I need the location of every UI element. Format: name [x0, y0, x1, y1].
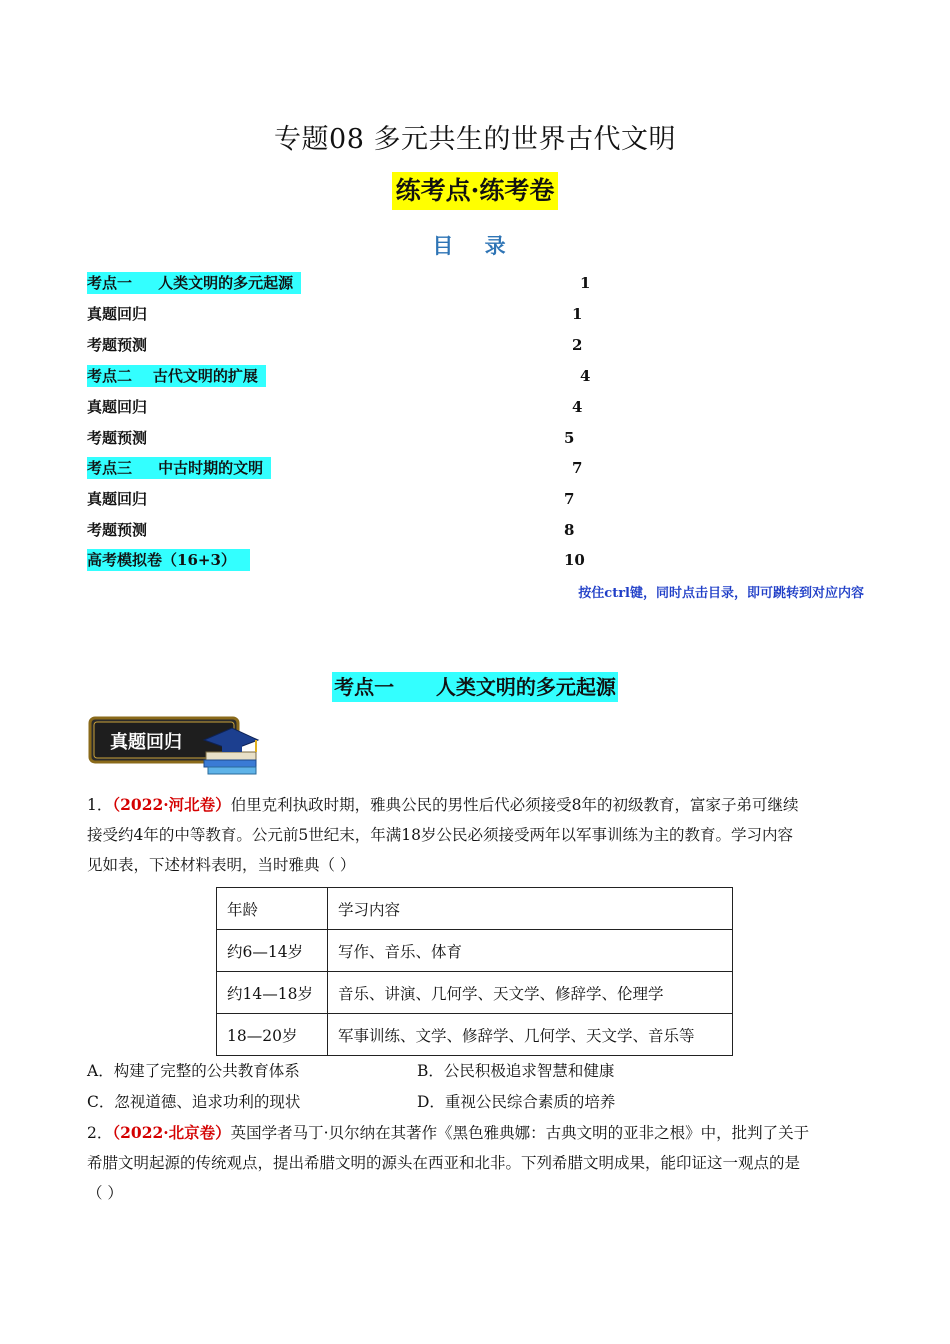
option-b[interactable]: B．公民积极追求智慧和健康	[417, 1062, 615, 1080]
question-number: 1．	[87, 796, 113, 814]
toc-item-page: 7	[564, 490, 575, 508]
toc-item-page: 4	[580, 367, 591, 385]
question-source: （2022·北京卷）	[112, 1123, 231, 1142]
toc-item-label[interactable]: 考点二 古代文明的扩展	[87, 365, 266, 387]
question-text: 希腊文明起源的传统观点，提出希腊文明的源头在西亚和北非。下列希腊文明成果，能印证这一观点的是	[87, 1154, 801, 1172]
toc-hint: 按住ctrl键，同时点击目录，即可跳转到对应内容	[578, 586, 864, 601]
toc-item-label[interactable]: 考点一 人类文明的多元起源	[87, 272, 301, 294]
table-cell: 约6—14岁	[217, 930, 328, 972]
toc-item-page: 7	[572, 459, 583, 477]
badge-label: 真题回归	[110, 732, 182, 753]
toc-item-page: 1	[572, 305, 583, 323]
toc-item-label[interactable]: 真题回归	[87, 398, 148, 416]
toc-item-page: 4	[572, 398, 583, 416]
question-2	[87, 1118, 862, 1208]
toc-item-page: 2	[572, 336, 583, 354]
table-header: 学习内容	[328, 888, 733, 930]
question-1	[87, 790, 862, 880]
toc-item-label[interactable]: 真题回归	[87, 305, 148, 323]
toc-item-label[interactable]: 真题回归	[87, 490, 148, 508]
question-text: （ ）	[87, 1184, 123, 1202]
table-cell: 音乐、讲演、几何学、天文学、修辞学、伦理学	[328, 972, 733, 1014]
table-cell: 18—20岁	[217, 1014, 328, 1056]
toc-item-page: 8	[564, 521, 575, 539]
page-title: 专题08 多元共生的世界古代文明	[274, 124, 676, 155]
subtitle: 练考点·练考卷	[392, 172, 559, 210]
toc-item-label[interactable]: 高考模拟卷（16+3）	[87, 549, 250, 571]
question-text: 伯里克利执政时期，雅典公民的男性后代必须接受8年的初级教育，富家子弟可继续	[230, 796, 799, 814]
question-text: 英国学者马丁·贝尔纳在其著作《黑色雅典娜：古典文明的亚非之根》中，批判了关于	[230, 1124, 810, 1142]
toc-item-label[interactable]: 考题预测	[87, 429, 148, 447]
option-a[interactable]: A．构建了完整的公共教育体系	[87, 1062, 300, 1080]
toc-item-page: 5	[564, 429, 575, 447]
question-text: 接受约4年的中等教育。公元前5世纪末，年满18岁公民必须接受两年以军事训练为主的教育。学习内容	[87, 826, 793, 844]
books-icon	[204, 752, 256, 774]
question-number: 2．	[87, 1124, 113, 1142]
question-source: （2022·河北卷）	[112, 795, 231, 814]
education-table	[216, 887, 733, 1056]
toc-item-label[interactable]: 考点三 中古时期的文明	[87, 457, 271, 479]
option-d[interactable]: D．重视公民综合素质的培养	[417, 1093, 616, 1111]
toc-item-label[interactable]: 考题预测	[87, 336, 148, 354]
zhenti-huigui-badge	[88, 716, 260, 776]
option-c[interactable]: C．忽视道德、追求功利的现状	[87, 1093, 301, 1111]
table-header-row	[217, 888, 733, 930]
table-cell: 军事训练、文学、修辞学、几何学、天文学、音乐等	[328, 1014, 733, 1056]
toc-heading: 目 录	[432, 233, 518, 258]
section-heading: 考点一 人类文明的多元起源	[332, 672, 618, 702]
table-header: 年龄	[217, 888, 328, 930]
toc-item-page: 10	[564, 551, 585, 569]
question-text: 见如表，下述材料表明，当时雅典（ ）	[87, 856, 356, 874]
table-row	[217, 930, 733, 972]
table-row	[217, 972, 733, 1014]
toc-item-label[interactable]: 考题预测	[87, 521, 148, 539]
table-cell: 约14—18岁	[217, 972, 328, 1014]
table-cell: 写作、音乐、体育	[328, 930, 733, 972]
toc-item-page: 1	[580, 274, 591, 292]
table-row	[217, 1014, 733, 1056]
